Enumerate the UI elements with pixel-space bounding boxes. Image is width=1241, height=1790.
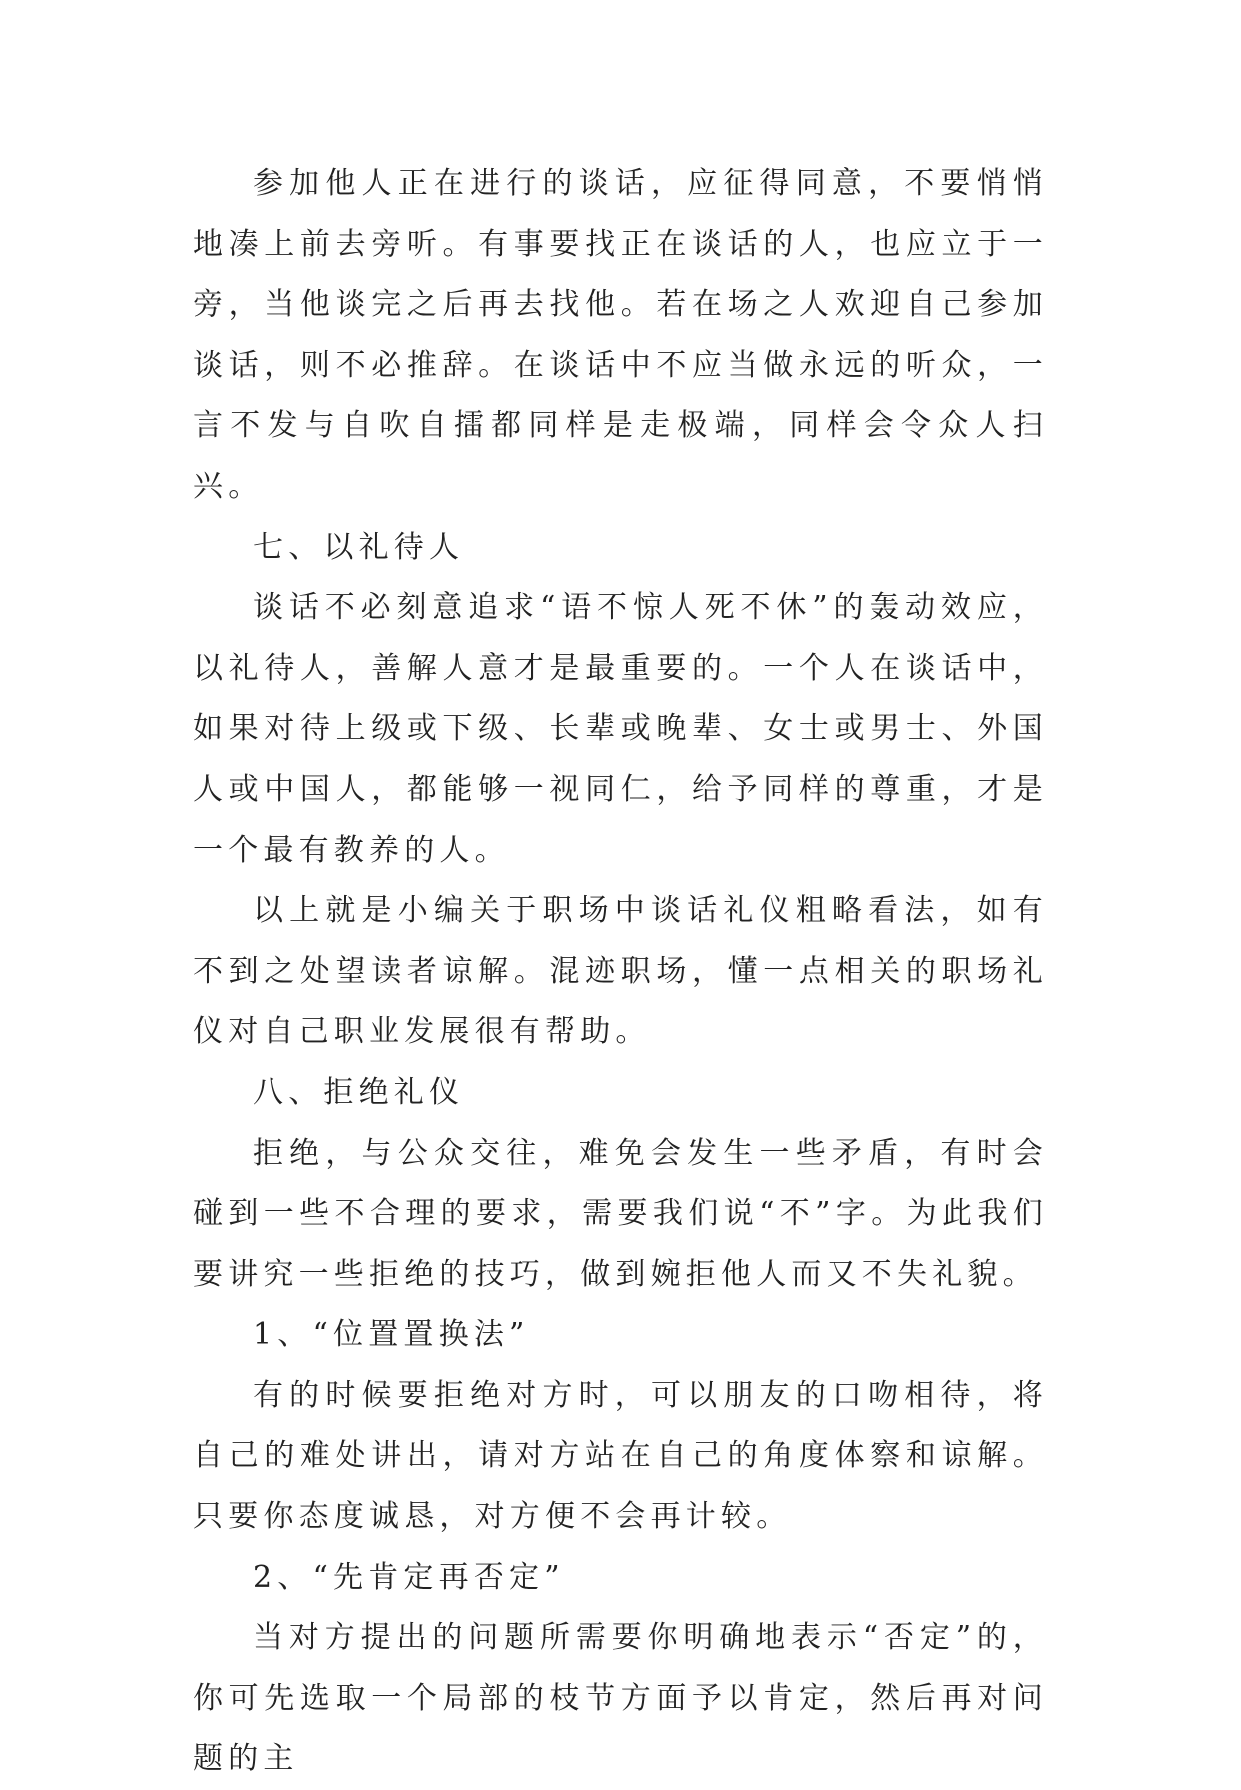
heading-method-1: 1、“位置置换法”	[253, 1317, 530, 1353]
paragraph-refusal-intro: 拒绝，与公众交往，难免会发生一些矛盾，有时会碰到一些不合理的要求，需要我们说“不”字。为此我们要讲究一些拒绝的技巧，做到婉拒他人而又不失礼貌。	[193, 1135, 1048, 1292]
heading-section-7: 七、以礼待人	[253, 529, 465, 565]
paragraph-method-1: 有的时候要拒绝对方时，可以朋友的口吻相待，将自己的难处讲出，请对方站在自己的角度体察和谅解。只要你态度诚恳，对方便不会再计较。	[193, 1377, 1048, 1535]
paragraph-courtesy: 谈话不必刻意追求“语不惊人死不休”的轰动效应，以礼待人，善解人意才是最重要的。一个人在谈话中，如果对待上级或下级、长辈或晚辈、女士或男士、外国人或中国人，都能够一视同仁，给予同样的尊重，才是一个最有教养的人。	[193, 590, 1048, 868]
paragraph-editor-note: 以上就是小编关于职场中谈话礼仪粗略看法，如有不到之处望读者谅解。混迹职场，懂一点相关的职场礼仪对自己职业发展很有帮助。	[193, 893, 1048, 1050]
document-body	[193, 154, 1048, 1790]
heading-section-8: 八、拒绝礼仪	[253, 1074, 465, 1110]
paragraph-joining-conversation: 参加他人正在进行的谈话，应征得同意，不要悄悄地凑上前去旁听。有事要找正在谈话的人，也应立于一旁，当他谈完之后再去找他。若在场之人欢迎自己参加谈话，则不必推辞。在谈话中不应当做永远的听众，一言不发与自吹自擂都同样是走极端，同样会令众人扫兴。	[193, 166, 1048, 504]
paragraph-method-2: 当对方提出的问题所需要你明确地表示“否定”的，你可先选取一个局部的枝节方面予以肯定，然后再对问题的主	[193, 1620, 1048, 1777]
heading-method-2: 2、“先肯定再否定”	[253, 1559, 565, 1595]
